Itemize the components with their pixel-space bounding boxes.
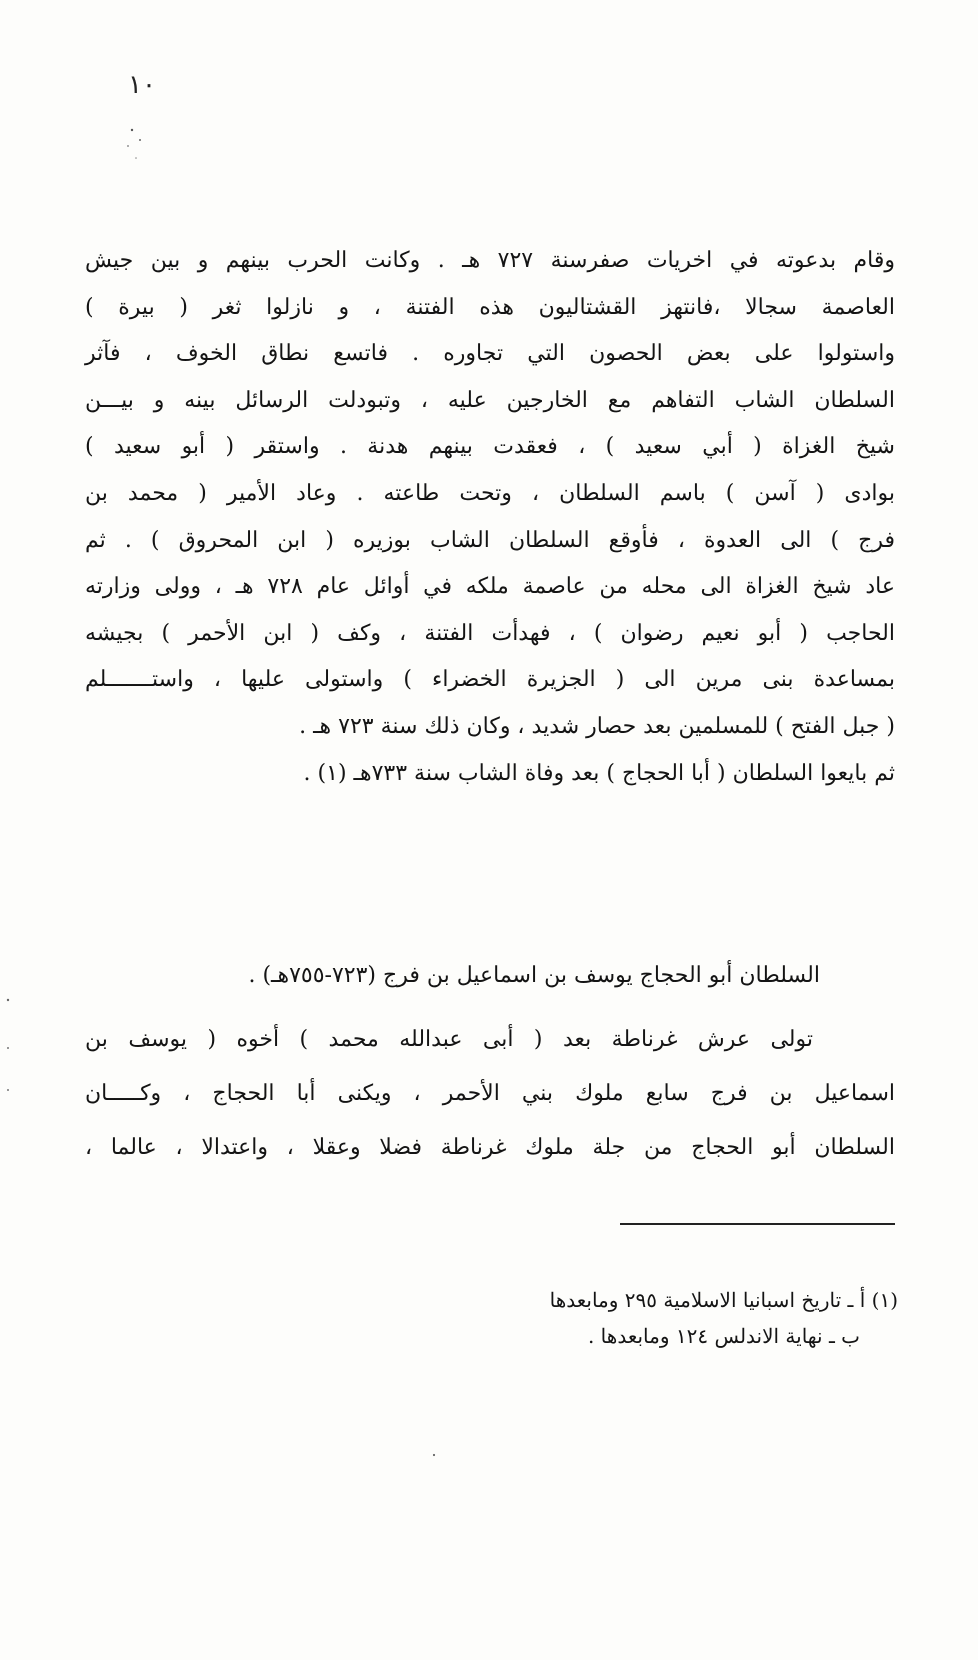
paragraph-line: اسماعيل بن فرج سابع ملوك بني الأحمر ، ويكنى أبا الحجاج ، وكـــــان <box>85 1081 895 1106</box>
section-paragraph <box>85 1013 895 1175</box>
footnote-divider <box>620 1223 895 1225</box>
paragraph-line: بوادى ( آسن ) باسم السلطان ، وتحت طاعته . وعاد الأمير ( محمد بن <box>85 480 895 506</box>
paragraph-line: شيخ الغزاة ( أبي سعيد ) ، فعقدت بينهم هدنة . واستقر ( أبو سعيد ) <box>85 434 895 460</box>
paragraph-line: وقام بدعوته في اخريات صفرسنة ٧٢٧ هـ . وكانت الحرب بينهم و بين جيش <box>85 248 895 273</box>
paragraph-line: فرج ) الى العدوة ، فأوقع السلطان الشاب بوزيره ( ابن المحروق ) . ثم <box>85 527 895 553</box>
paragraph-line: عاد شيخ الغزاة الى محله من عاصمة ملكه في أوائل عام ٧٢٨ هـ ، وولى وزارته <box>85 574 895 600</box>
paragraph-line: واستولوا على بعض الحصون التي تجاوره . فاتسع نطاق الخوف ، فآثر <box>85 341 895 367</box>
main-paragraph <box>85 238 895 797</box>
paragraph-line: ثم بايعوا السلطان ( أبا الحجاج ) بعد وفاة الشاب سنة ٧٣٣هـ (١) . <box>303 760 895 786</box>
footnote-line: (١) أ ـ تاريخ اسبانيا الاسلامية ٢٩٥ ومابعدها <box>549 1288 898 1312</box>
page-number: ١٠ <box>128 70 156 100</box>
footnote-line: ب ـ نهاية الاندلس ١٢٤ ومابعدها . <box>587 1324 860 1348</box>
paragraph-line: ( جبل الفتح ) للمسلمين بعد حصار شديد ، وكان ذلك سنة ٧٢٣ هـ . <box>299 713 895 739</box>
paragraph-line: العاصمة سجالا ،فانتهز القشتاليون هذه الفتنة ، و نازلوا ثغر ( بيرة ) <box>85 294 895 320</box>
section-heading: السلطان أبو الحجاج يوسف بن اسماعيل بن فرج (٧٢٣-٧٥٥هـ) . <box>248 963 820 988</box>
paragraph-line: تولى عرش غرناطة بعد ( أبى عبدالله محمد ) أخوه ( يوسف بن <box>85 1027 813 1052</box>
paragraph-line: الحاجب ( أبو نعيم رضوان ) ، فهدأت الفتنة ، وكف ( ابن الأحمر ) بجيشه <box>85 620 895 646</box>
paragraph-line: السلطان أبو الحجاج من جلة ملوك غرناطة فضلا وعقلا ، واعتدالا ، عالما ، <box>85 1135 895 1160</box>
footnotes <box>550 1282 898 1354</box>
paragraph-line: السلطان الشاب التفاهم مع الخارجين عليه ، وتبودلت الرسائل بينه و بيـــن <box>85 387 895 413</box>
paragraph-line: بمساعدة بنى مرين الى ( الجزيرة الخضراء ) واستولى عليها ، واستـــــــلم <box>85 667 895 693</box>
